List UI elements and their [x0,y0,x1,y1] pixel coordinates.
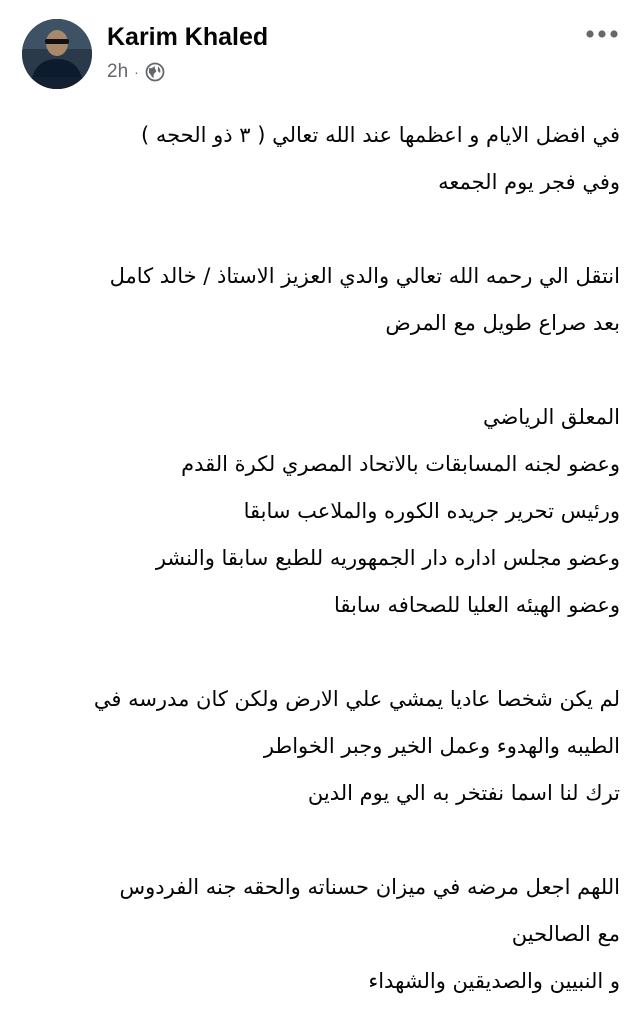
post-text-line: ورئيس تحرير جريده الكوره والملاعب سابقا [243,499,620,523]
post-text-line: في افضل الايام و اعظمها عند الله تعالي ( ٣ ذو الحجه ) [140,123,620,147]
post-text-line: ترك لنا اسما نفتخر به الي يوم الدين [307,781,620,805]
post-text-line: بعد صراع طويل مع المرض [385,311,620,335]
post-text-line: وعضو لجنه المسابقات بالاتحاد المصري لكرة القدم [181,452,620,476]
post-text-line: وفي فجر يوم الجمعه [438,170,620,194]
paragraph-break [20,629,620,676]
paragraph-break [20,206,620,253]
profile-photo [22,19,92,89]
post-body [20,112,620,1005]
paragraph-break [20,347,620,394]
post-text-line: وعضو مجلس اداره دار الجمهوريه للطبع سابقا والنشر [155,546,620,570]
post-text-line: انتقل الي رحمه الله تعالي والدي العزيز الاستاذ / خالد كامل [109,264,620,288]
post-text-line: الطيبه والهدوء وعمل الخير وجبر الخواطر [263,734,620,758]
post-text-line: المعلق الرياضي [482,405,620,429]
post-text-line: لم يكن شخصا عاديا يمشي علي الارض ولكن كان مدرسه في [93,687,620,711]
more-options-button[interactable] [580,20,624,48]
avatar[interactable] [22,19,92,89]
meta-separator: · [134,64,139,80]
post-text-line: و النبيين والصديقين والشهداء [368,969,620,993]
post-text-line: وعضو الهيئه العليا للصحافه سابقا [333,593,620,617]
post-text-line: اللهم اجعل مرضه في ميزان حسناته والحقه جنه الفردوس [119,875,620,899]
post-meta [107,58,165,86]
more-options-icon [584,29,620,39]
globe-icon [145,62,165,82]
post-timestamp[interactable]: 2h [107,61,129,82]
post-header [0,0,640,100]
paragraph-break [20,817,620,864]
post-text-line: مع الصالحين [511,922,620,946]
author-name[interactable]: Karim Khaled [107,23,269,51]
